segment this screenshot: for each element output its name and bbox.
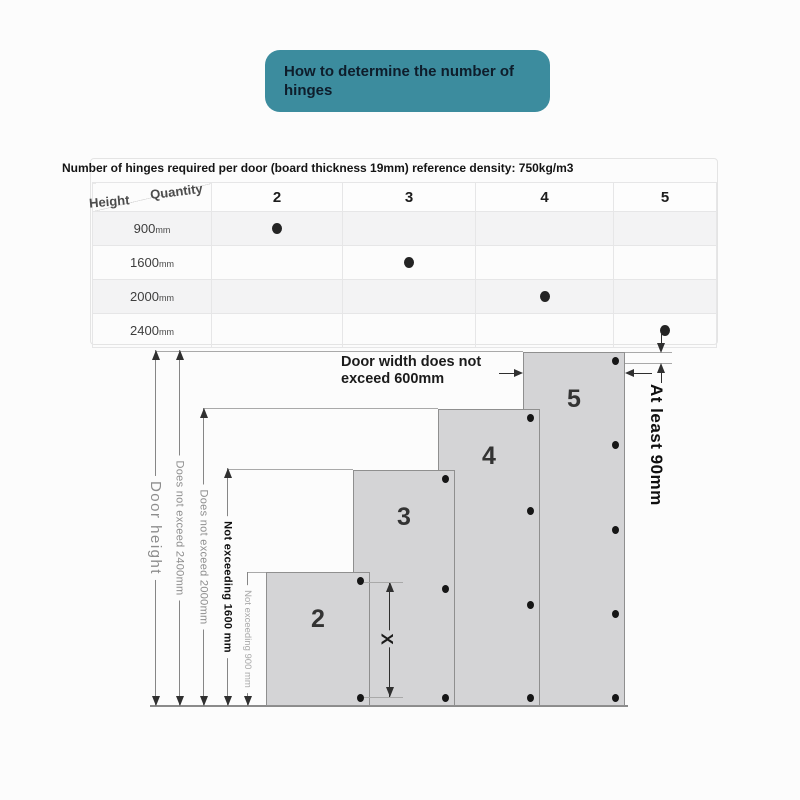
dim-line-door-height [147, 350, 164, 706]
door-hinge-count: 5 [567, 385, 581, 413]
x-connector-top [364, 582, 403, 583]
dim-line-1600 [221, 468, 234, 706]
arrowhead-up-icon [386, 582, 394, 592]
hinge-dot [442, 694, 449, 702]
gap-arrow-stem-bottom [661, 373, 662, 383]
column-header-5: 5 [614, 183, 717, 212]
width-arrow-line-right [634, 373, 652, 374]
hinge-dot [527, 601, 534, 609]
arrowhead-down-icon [657, 343, 665, 353]
arrowhead-right-icon [514, 369, 523, 377]
ref-line-1600 [227, 469, 353, 470]
dim-line-2400 [173, 350, 186, 706]
door-hinge-count: 3 [397, 503, 411, 531]
door-width-label: Door width does not exceed 600mm [341, 354, 482, 388]
arrowhead-down-icon [176, 696, 184, 706]
corner-label-height: Height [88, 192, 131, 211]
dim-line-2000 [197, 408, 210, 706]
dim-label-1600: Not exceeding 1600 mm [222, 516, 234, 658]
height-unit: mm [155, 225, 171, 235]
hinge-dot [527, 414, 534, 422]
hinge-dot [357, 694, 364, 702]
height-value: 900 [133, 221, 156, 236]
column-header-2: 2 [212, 183, 343, 212]
height-unit: mm [158, 327, 174, 337]
hinge-spacing-label: X [377, 630, 397, 647]
corner-label-quantity: Quantity [149, 180, 204, 203]
table-title: Number of hinges required per door (board thickness 19mm) reference density: 750kg/m3 [62, 161, 574, 175]
dim-label-door-height: Door height [147, 476, 164, 580]
dim-label-2400: Does not exceed 2400mm [174, 455, 186, 600]
door-hinge-count: 4 [482, 442, 496, 470]
ref-line-900 [247, 572, 266, 573]
page-title: How to determine the number of hinges [284, 63, 515, 99]
hinge-dot [527, 507, 534, 515]
door-panel-2 [266, 572, 370, 706]
arrowhead-down-icon [224, 696, 232, 706]
hinge-dot [612, 357, 619, 365]
arrowhead-up-icon [657, 363, 665, 373]
ref-line-top [155, 351, 523, 352]
arrowhead-up-icon [176, 350, 184, 360]
arrowhead-up-icon [224, 468, 232, 478]
column-header-3: 3 [343, 183, 476, 212]
hinge-dot [357, 577, 364, 585]
ref-line-2000 [203, 408, 438, 409]
height-value: 1600 [130, 255, 159, 270]
arrowhead-down-icon [244, 696, 252, 706]
x-connector-bottom [364, 697, 403, 698]
hinge-dot [612, 441, 619, 449]
hinge-dot [612, 610, 619, 618]
height-unit: mm [158, 293, 174, 303]
dim-label-900: Not exceeding 900 mm [242, 585, 253, 693]
width-arrow-line-left [499, 373, 515, 374]
dim-label-2000: Does not exceed 2000mm [198, 484, 210, 629]
height-value: 2400 [130, 323, 159, 338]
dim-line-900 [242, 572, 253, 706]
column-header-4: 4 [476, 183, 614, 212]
hinge-dot [442, 585, 449, 593]
hinge-dot [612, 694, 619, 702]
hinge-dot [442, 475, 449, 483]
height-unit: mm [158, 259, 174, 269]
hinge-dot [527, 694, 534, 702]
hinge-dot [612, 526, 619, 534]
arrowhead-down-icon [386, 687, 394, 697]
arrowhead-left-icon [625, 369, 634, 377]
arrowhead-down-icon [200, 696, 208, 706]
gap-arrow-stem-top [661, 333, 662, 343]
min-gap-label: At least 90mm [647, 384, 666, 506]
arrowhead-up-icon [152, 350, 160, 360]
height-value: 2000 [130, 289, 159, 304]
arrowhead-up-icon [200, 408, 208, 418]
door-hinge-count: 2 [311, 605, 325, 633]
arrowhead-down-icon [152, 696, 160, 706]
